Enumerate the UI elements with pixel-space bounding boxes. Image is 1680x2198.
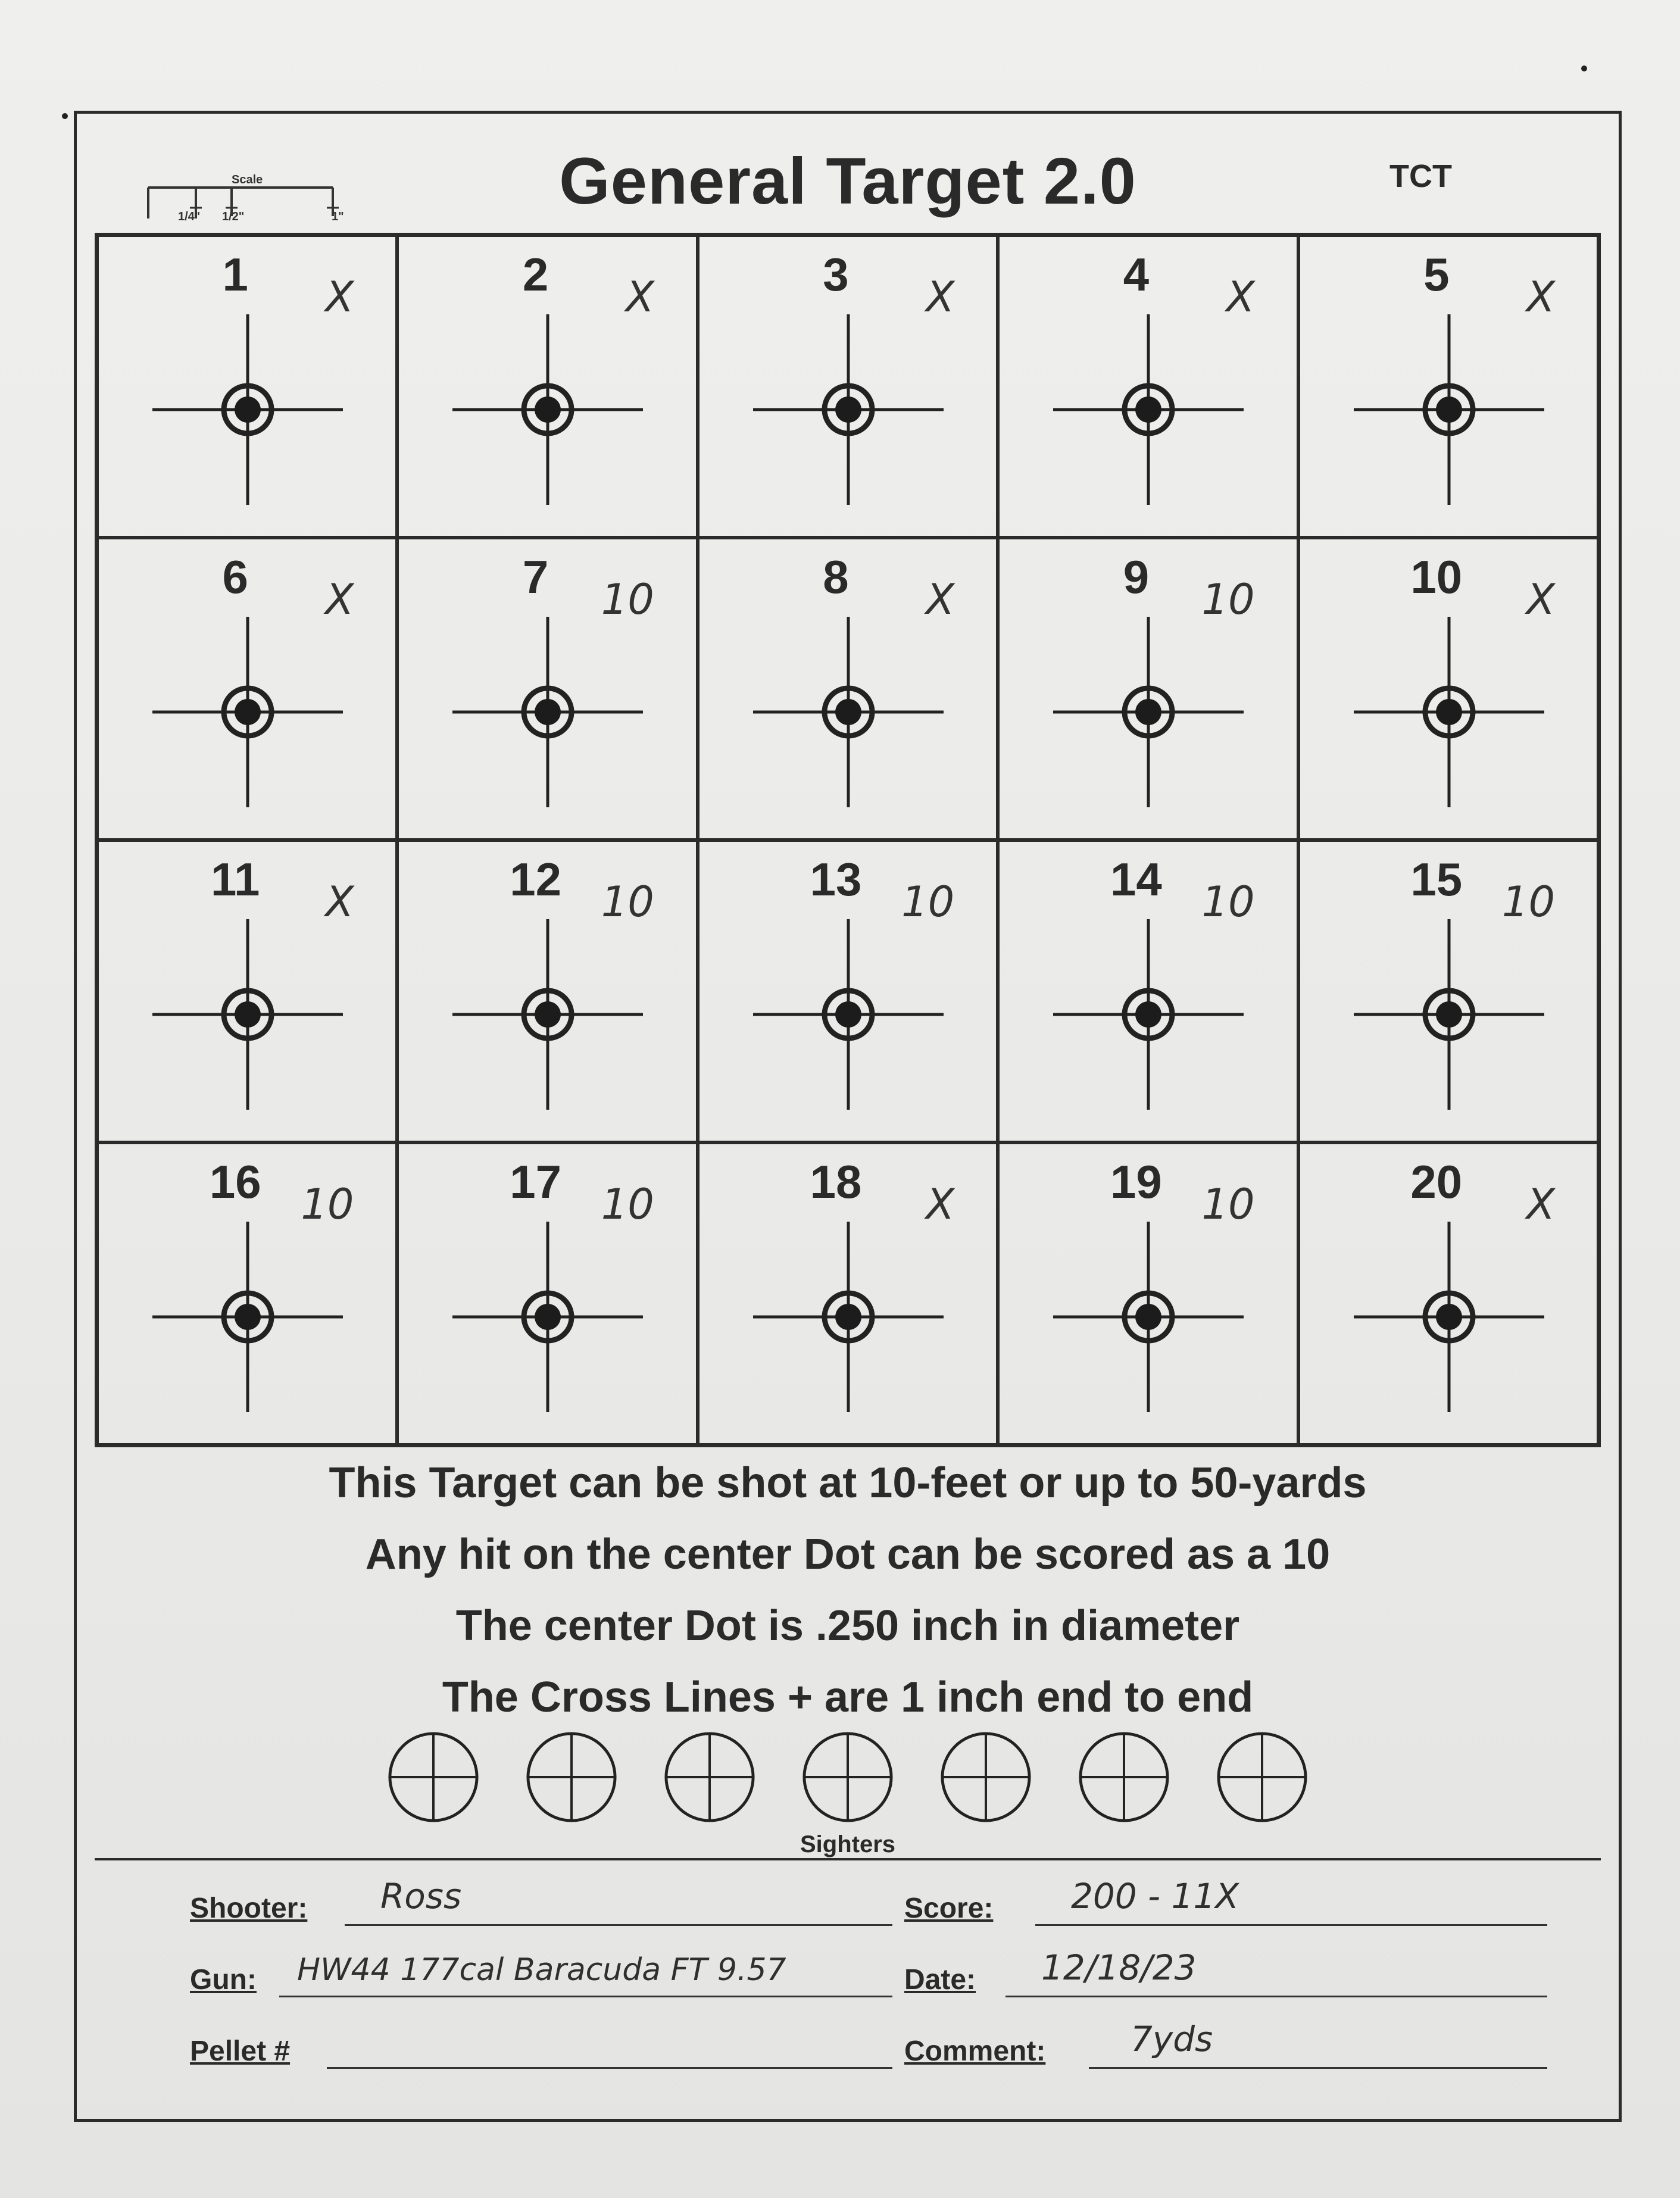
form-divider [95,1858,1601,1860]
shooter-field[interactable] [190,1876,892,1930]
target-cell [397,235,697,538]
target-grid [95,233,1601,1447]
crosshair-target-icon [1053,314,1244,505]
crosshair-target-icon [152,617,343,807]
target-cell [97,538,397,840]
target-cell [698,1142,998,1445]
pellet-hole-icon [835,396,861,423]
instruction-line: This Target can be shot at 10-feet or up to 50-yards [329,1459,1367,1507]
pellet-hole-icon [1135,396,1161,423]
target-cell [998,840,1298,1142]
instructions [77,1447,1619,1733]
pellet-hole-icon [1436,396,1462,423]
gun-value: HW44 177cal Baracuda FT 9.57 [297,1952,786,1988]
sighter-target-icon [801,1730,895,1824]
target-score: 10 [1201,878,1255,926]
target-number: 17 [510,1156,561,1208]
crosshair-target-icon [452,1222,643,1412]
sighters-row [77,1730,1619,1837]
target-number: 20 [1410,1156,1463,1208]
crosshair-target-icon [452,314,643,505]
target-number: 9 [1123,551,1150,603]
scale-tick-half: 1/2" [222,210,245,223]
target-score: 10 [301,1180,354,1229]
sighter-target-icon [1077,1730,1171,1824]
pellet-underline [327,2067,892,2069]
target-number: 5 [1423,248,1450,301]
pellet-hole-icon [535,699,561,725]
target-frame [74,111,1622,2122]
target-number: 7 [522,551,549,603]
pellet-hole-icon [1135,1304,1161,1330]
target-number: 12 [510,853,561,906]
pellet-hole-icon [535,1304,561,1330]
shooter-label: Shooter: [190,1893,308,1924]
target-cell [1298,538,1598,840]
target-number: 11 [210,853,260,906]
target-score: X [1226,273,1255,321]
crosshair-target-icon [1354,919,1544,1110]
score-underline [1035,1924,1547,1926]
crosshair-target-icon [452,617,643,807]
pellet-hole-icon [1436,1304,1462,1330]
pellet-hole-icon [235,396,261,423]
pellet-field[interactable] [190,2019,892,2072]
target-number: 15 [1410,853,1463,906]
target-cell [698,840,998,1142]
target-number: 13 [810,853,862,906]
target-cell [1298,235,1598,538]
target-score: 10 [601,1180,654,1229]
sighter-target-icon [939,1730,1033,1824]
target-score: X [1526,1180,1555,1229]
crosshair-target-icon [753,314,944,505]
target-score: 10 [601,878,654,926]
gun-underline [279,1996,892,1997]
crosshair-target-icon [1354,617,1544,807]
crosshair-target-icon [1354,314,1544,505]
target-cell [698,235,998,538]
pellet-hole-icon [835,699,861,725]
target-number: 1 [222,248,248,301]
crosshair-target-icon [452,919,643,1110]
target-score: X [325,273,354,321]
crosshair-target-icon [152,314,343,505]
target-cell [998,235,1298,538]
target-cell [1298,1142,1598,1445]
target-cell [698,538,998,840]
comment-field[interactable] [904,2019,1547,2072]
date-underline [1005,1996,1547,1997]
gun-field[interactable] [190,1947,892,2001]
comment-underline [1089,2067,1547,2069]
sighter-target-icon [663,1730,757,1824]
target-cell [397,1142,697,1445]
pellet-hole-icon [1436,1001,1462,1028]
pellet-label: Pellet # [190,2035,291,2067]
scale-label: Scale [232,173,263,186]
paper-speck [1581,65,1587,71]
target-score: 10 [1201,1180,1255,1229]
target-score: X [625,273,654,321]
shooter-value: Ross [380,1876,462,1916]
brand-label: TCT [1389,158,1452,194]
pellet-hole-icon [1436,699,1462,725]
pellet-hole-icon [535,396,561,423]
shooter-underline [345,1924,892,1926]
instruction-line: Any hit on the center Dot can be scored as a 10 [365,1531,1331,1578]
target-number: 6 [222,551,248,603]
target-score: 10 [601,575,654,624]
target-score: X [1526,273,1555,321]
target-cell [397,840,697,1142]
target-cell [998,538,1298,840]
target-number: 18 [810,1156,862,1208]
target-score: X [926,575,955,624]
crosshair-target-icon [753,1222,944,1412]
target-number: 19 [1110,1156,1162,1208]
target-number: 14 [1110,853,1162,906]
target-cell [397,538,697,840]
target-number: 3 [823,248,849,301]
pellet-hole-icon [835,1001,861,1028]
score-label: Score: [904,1893,994,1924]
crosshair-target-icon [753,919,944,1110]
target-cell [97,1142,397,1445]
target-score: X [926,273,955,321]
target-cell [1298,840,1598,1142]
pellet-hole-icon [235,1001,261,1028]
gun-label: Gun: [190,1964,257,1996]
target-number: 16 [209,1156,261,1208]
comment-label: Comment: [904,2035,1046,2067]
target-number: 8 [823,551,849,603]
target-cell [998,1142,1298,1445]
pellet-hole-icon [1135,1001,1161,1028]
crosshair-target-icon [1053,617,1244,807]
sighter-target-icon [1215,1730,1309,1824]
header [77,114,1619,227]
pellet-hole-icon [235,1304,261,1330]
instruction-line: The center Dot is .250 inch in diameter [455,1602,1240,1650]
crosshair-target-icon [753,617,944,807]
target-cell [97,235,397,538]
target-number: 2 [522,248,549,301]
paper-speck [62,113,68,119]
instruction-line: The Cross Lines + are 1 inch end to end [442,1674,1254,1721]
crosshair-target-icon [1053,1222,1244,1412]
target-score: 10 [901,878,955,926]
crosshair-target-icon [152,919,343,1110]
pellet-hole-icon [535,1001,561,1028]
date-field[interactable] [904,1947,1547,2001]
sighter-target-icon [386,1730,480,1824]
page-title: General Target 2.0 [559,145,1136,218]
sighter-target-icon [524,1730,619,1824]
scale-tick-quarter: 1/4" [178,210,201,223]
pellet-hole-icon [1135,699,1161,725]
pellet-hole-icon [235,699,261,725]
target-score: X [926,1180,955,1229]
target-score: 10 [1501,878,1555,926]
score-field[interactable] [904,1876,1547,1930]
target-score: X [1526,575,1555,624]
scale-tick-inch: 1" [332,210,344,223]
target-score: 10 [1201,575,1255,624]
target-number: 4 [1123,248,1150,301]
target-cell [97,840,397,1142]
crosshair-target-icon [1354,1222,1544,1412]
score-value: 200 - 11X [1071,1876,1239,1916]
date-label: Date: [904,1964,976,1996]
target-number: 10 [1410,551,1463,603]
target-score: X [325,575,354,624]
target-score: X [325,878,354,926]
sighters-label: Sighters [800,1831,896,1857]
comment-value: 7yds [1131,2019,1213,2059]
date-value: 12/18/23 [1041,1947,1197,1988]
crosshair-target-icon [152,1222,343,1412]
crosshair-target-icon [1053,919,1244,1110]
pellet-hole-icon [835,1304,861,1330]
